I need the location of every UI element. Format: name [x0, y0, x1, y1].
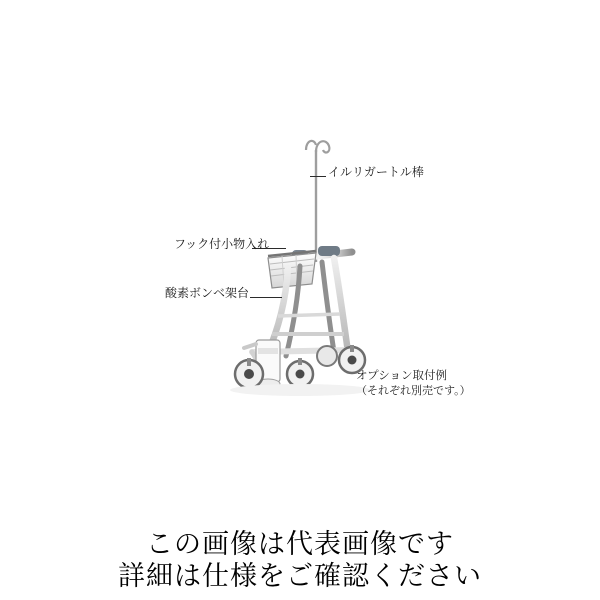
caption-line-2: 詳細は仕様をご確認ください: [118, 560, 482, 592]
leader-line-oxygen-rack: [250, 297, 282, 298]
annotation-illigator-pole: イルリガートル棒: [328, 165, 424, 179]
option-note: [356, 368, 471, 398]
representative-image-caption: [0, 505, 600, 600]
annotation-oxygen-cylinder-rack: 酸素ボンベ架台: [165, 286, 250, 300]
option-note-title: オプション取付例: [356, 368, 447, 382]
annotation-hook-basket: フック付小物入れ: [174, 237, 270, 251]
caption-line-1: この画像は代表画像です: [146, 529, 454, 560]
leader-line-illigator: [310, 176, 326, 177]
option-note-subtitle: （それぞれ別売です。）: [356, 383, 471, 397]
